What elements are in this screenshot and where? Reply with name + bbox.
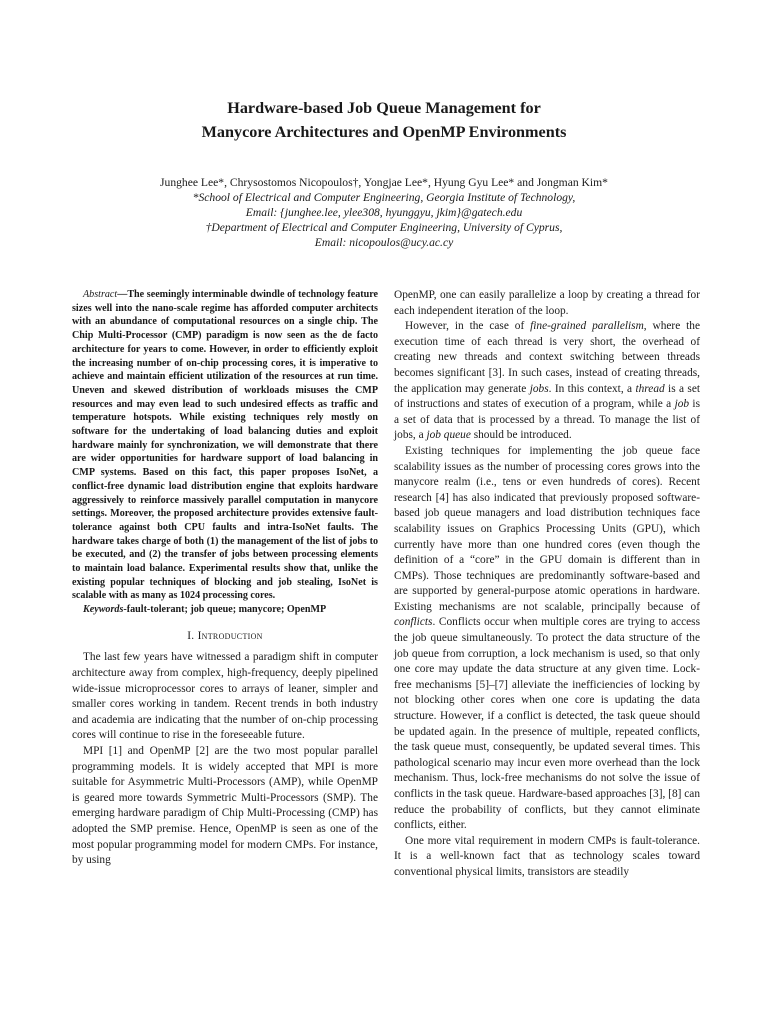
text-run: . Conflicts occur when multiple cores are trying to access the job queue simultaneously. To protect the data structure of the job queue from corruption, a lock mechanism is used, so that only one core may update the data structure at any given time. Lock-free mechanisms [5]–[7] alleviate the inefficiencies of locking by not blocking other cores when one core is updating the data structure. However, if a conflict is detected, the task queue should be updated again. In the presence of multiple, repeated conflicts, the task queue must, consequently, be updated several times. This pathological scenario may incur even more overhead than the lock mechanism. Thus, lock-free mechanisms do not solve the issue of conflicts in the task queue. Hardware-based approaches [3], [8] can reduce the probability of conflicts, but they cannot eliminate conflicts, either. — [394, 616, 700, 832]
right-paragraph-3 — [394, 444, 700, 834]
term-fine-grained-parallelism: fine-grained parallelism — [530, 320, 644, 333]
title-line-2: Manycore Architectures and OpenMP Environments — [201, 123, 567, 141]
right-column — [394, 288, 700, 881]
abstract — [72, 288, 378, 603]
email-cyprus: Email: nicopoulos@ucy.ac.cy — [314, 236, 454, 249]
text-run: is a set of instructions and states of execution of a program, while a — [394, 382, 701, 411]
section-heading-introduction — [72, 629, 378, 645]
affiliation-cyprus: †Department of Electrical and Computer Engineering, University of Cyprus, — [205, 221, 563, 234]
left-column — [72, 288, 378, 869]
text-run: , where the execution time of each thread is very short, the overhead of creating new threads and context switching between threads becomes significant [3]. In such cases, instead of creating threads, the application may generate — [394, 320, 701, 395]
term-job: job — [674, 398, 690, 411]
right-paragraph-4: One more vital requirement in modern CMPs is fault-tolerance. It is a well-known fact that as technology scales toward conventional physical limits, transistors are steadily — [394, 834, 700, 878]
right-paragraph-2 — [394, 319, 700, 444]
text-run: Existing techniques for implementing the job queue face scalability issues as the number of processing cores grows into the manycore realm (i.e., tens or even hundreds of cores). Recent research [4] has also indicated that previously proposed software-based job queue managers and load distribution techniques face scalability issues on Graphics Processing Units (GPU), which currently have more than one hundred cores (even though the definition of a “core” in the GPU domain is different than in CMPs). Those techniques are predominantly software-based and are supported by general-purpose atomic operations in hardware. Existing mechanisms are not scalable, principally because of — [394, 444, 700, 613]
abstract-dash: — — [117, 289, 128, 300]
term-conflicts: conflicts — [394, 616, 433, 629]
term-jobs: jobs — [529, 382, 549, 395]
keywords-text: -fault-tolerant; job queue; manycore; OpenMP — [123, 604, 327, 616]
right-paragraph-1: OpenMP, one can easily parallelize a loop by creating a thread for each independent iteration of the loop. — [394, 289, 700, 317]
title-line-1: Hardware-based Job Queue Management for — [227, 99, 541, 117]
email-georgia-tech: Email: {junghee.lee, ylee308, hyunggyu, jkim}@gatech.edu — [245, 206, 523, 219]
author-names: Junghee Lee*, Chrysostomos Nicopoulos†, Yongjae Lee*, Hyung Gyu Lee* and Jongman Kim* — [160, 176, 608, 189]
text-run: should be introduced. — [470, 429, 572, 442]
keywords — [72, 603, 378, 617]
term-thread: thread — [635, 382, 665, 395]
paper-title — [0, 96, 768, 144]
intro-paragraph-1: The last few years have witnessed a paradigm shift in computer architecture away from complex, high-frequency, deeply pipelined wide-issue microprocessor cores to arrays of leaner, simpler and smaller cores working in tandem. Recent trends in both industry and academia are indicating that the number of on-chip processing cores will continue to rise in the foreseeable future. — [72, 651, 378, 742]
author-block — [0, 175, 768, 250]
keywords-lead: Keywords — [83, 604, 124, 616]
section-title: Introduction — [197, 629, 263, 642]
affiliation-georgia-tech: *School of Electrical and Computer Engineering, Georgia Institute of Technology, — [192, 191, 576, 204]
text-run: is a set of data that is processed by a thread. To manage the list of jobs, a — [394, 398, 700, 442]
abstract-text: The seemingly interminable dwindle of technology feature sizes well into the nano-scale regime has afforded computer architects with an abundance of computational resources on a single chip. The Chip Multi-Processor (CMP) paradigm is now seen as the de facto architecture for years to come. However, in order to efficiently exploit the increasing number of on-chip processing cores, it is imperative to achieve and maintain efficient utilization of the resources at run time. Uneven and skewed distribution of workloads misuses the CMP resources and may even lead to such undesired effects as traffic and temperature hotspots. While existing techniques rely mostly on software for the undertaking of load balancing duties and exploit hardware mainly for synchronization, we will demonstrate that there are wider opportunities for hardware support of load balancing in CMP systems. Based on this fact, this paper proposes IsoNet, a conflict-free dynamic load distribution engine that exploits hardware aggressively to reinforce massively parallel computation in manycore settings. Moreover, the proposed architecture provides extensive fault-tolerance against both CPU faults and intra-IsoNet faults. The hardware takes charge of both (1) the management of the list of jobs to be executed, and (2) the transfer of jobs between processing elements to maintain load balance. Experimental results show that, unlike the existing popular techniques of blocking and job stealing, IsoNet is scalable with as many as 1024 processing cores. — [72, 289, 378, 602]
intro-paragraph-2: MPI [1] and OpenMP [2] are the two most popular parallel programming models. It is widely accepted that MPI is more suitable for Asymmetric Multi-Processors (AMP), while OpenMP is geared more towards Symmetric Multi-Processors (SMP). The emerging hardware paradigm of Chip Multi-Processing (CMP) has adopted the SMP premise. Hence, OpenMP is seen as one of the most popular programming model for modern CMPs. For instance, by using — [72, 745, 378, 867]
text-run: However, in the case of — [405, 320, 531, 333]
section-number: I. — [187, 629, 195, 642]
abstract-lead: Abstract — [83, 289, 118, 300]
text-run: . In this context, a — [548, 382, 636, 395]
term-job-queue: job queue — [426, 429, 471, 442]
